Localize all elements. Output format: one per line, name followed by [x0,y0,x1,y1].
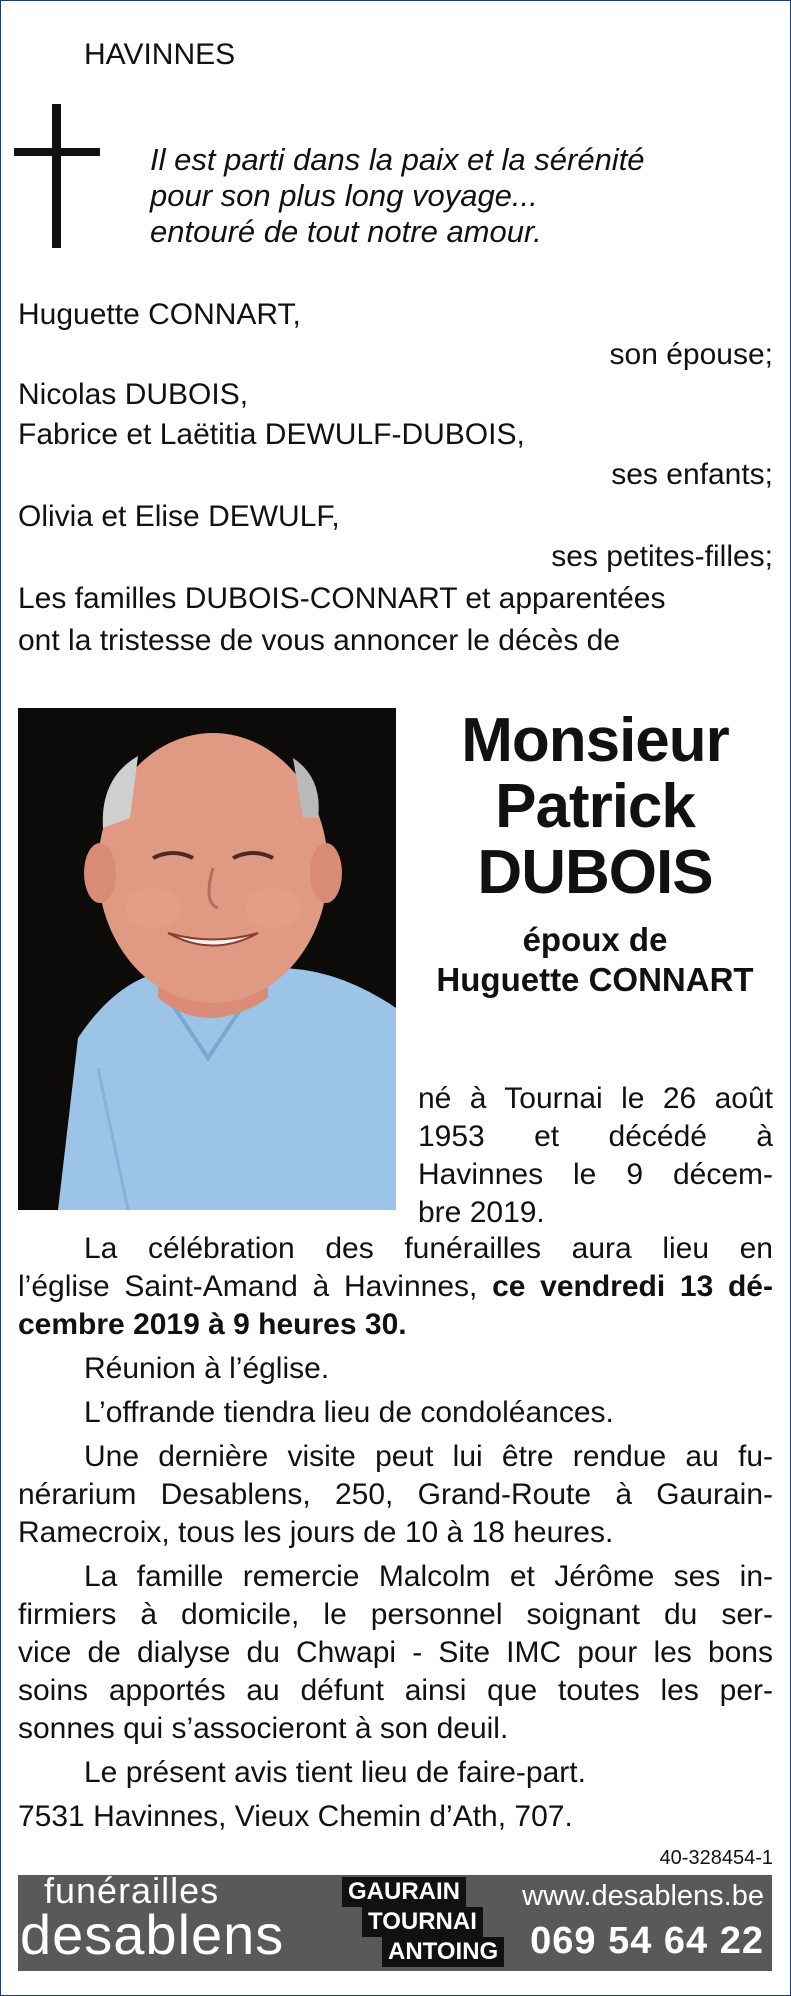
locations [328,1877,508,1971]
reference-number: 40-328454-1 [659,1847,773,1869]
faire-part-line: Le présent avis tient lieu de faire-part. [84,1756,586,1789]
grandchildren-names: Olivia et Elise DEWULF, [18,500,340,533]
location-antoing: ANTOING [382,1937,504,1967]
town-heading: HAVINNES [84,38,236,71]
reunion-line: Réunion à l’église. [84,1352,330,1385]
thanks-line: firmiers à domicile, le personnel soignant du ser- [18,1598,773,1631]
birth-line: Havinnes le 9 décem- [418,1158,773,1191]
celebration-line: l’église Saint-Amand à Havinnes, ce vendredi 13 dé- [18,1270,773,1303]
location-tournai: TOURNAI [362,1907,483,1937]
birth-death-info [418,1080,773,1232]
thanks-line: vice de dialyse du Chwapi - Site IMC pour les bons [18,1636,773,1669]
location-gaurain: GAURAIN [342,1877,466,1907]
announce-line: ont la tristesse de vous annoncer le décès de [18,624,621,657]
deceased-photo [18,708,396,1210]
thanks-line: soins apportés au défunt ainsi que toutes les per- [18,1674,773,1707]
spouse-of-label: époux de [522,921,668,958]
spouse-name: Huguette CONNART, [18,298,301,331]
visit-line: Une dernière visite peut lui être rendue au fu- [84,1440,773,1473]
thanks-line: La famille remercie Malcolm et Jérôme ses in- [84,1560,773,1593]
phone-number: 069 54 64 22 [530,1920,764,1962]
thanks-line: sonnes qui s’associeront à son deuil. [18,1712,509,1745]
cross-icon [14,104,100,248]
celebration-date: ce vendredi 13 dé- [492,1270,773,1303]
celebration-line: La célébration des funérailles aura lieu en [84,1232,773,1265]
spouse-of-name: Huguette CONNART [436,961,754,998]
body-text [18,1230,773,1836]
footer-banner [18,1875,772,1971]
quote-line: pour son plus long voyage... [150,178,538,213]
brand-bottom: desablens [20,1903,285,1966]
deceased-first-name: Patrick [495,772,695,841]
brand-top: funérailles [44,1875,220,1911]
quote-line: entouré de tout notre amour. [150,214,542,249]
birth-line: 1953 et décédé à [418,1120,773,1153]
offrande-line: L’offrande tiendra lieu de condoléances. [84,1396,614,1429]
visit-line: Ramecroix, tous les jours de 10 à 18 heures. [18,1516,614,1549]
quote [150,142,645,250]
families-line: Les familles DUBOIS-CONNART et apparentées [18,582,666,615]
grandchildren-role: ses petites-filles; [551,540,773,573]
deceased-name-block [400,708,790,1000]
website-link[interactable]: www.desablens.be [522,1880,764,1912]
child-name: Nicolas DUBOIS, [18,378,249,411]
birth-line: bre 2019. [418,1196,545,1229]
spouse-role: son épouse; [609,338,773,371]
children-role: ses enfants; [611,458,773,491]
quote-line: Il est parti dans la paix et la sérénité [150,142,645,177]
birth-line: né à Tournai le 26 août [418,1082,773,1115]
deceased-last-name: DUBOIS [477,838,713,907]
deceased-title: Monsieur [461,706,729,775]
visit-line: nérarium Desablens, 250, Grand-Route à Gaurain- [18,1478,773,1511]
address-line: 7531 Havinnes, Vieux Chemin d’Ath, 707. [18,1800,573,1833]
child-name: Fabrice et Laëtitia DEWULF-DUBOIS, [18,418,525,451]
celebration-line: cembre 2019 à 9 heures 30. [18,1308,407,1341]
